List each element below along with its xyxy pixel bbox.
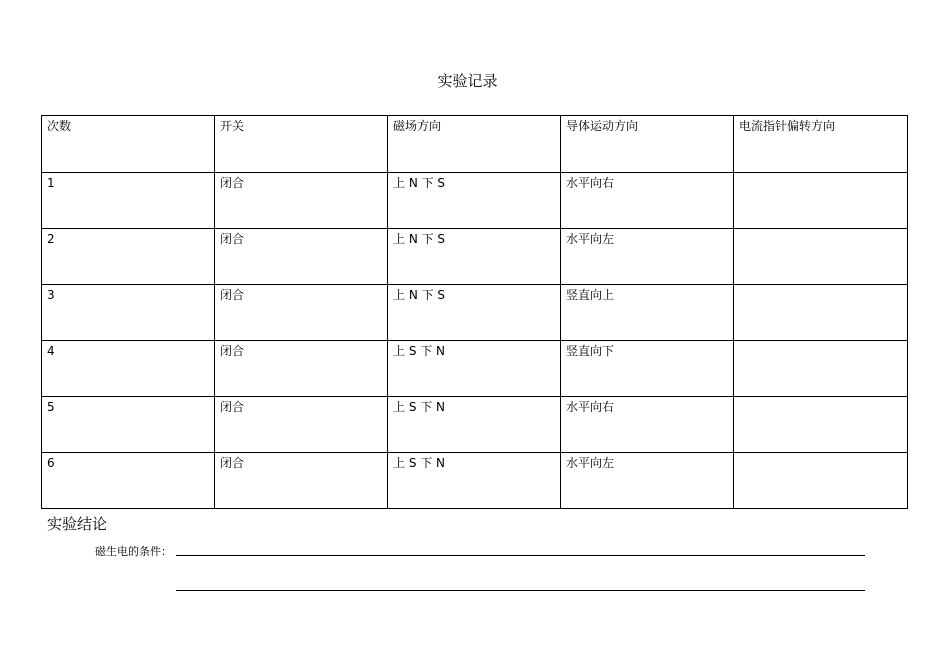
table-cell: 1 — [42, 173, 215, 229]
table-cell: 闭合 — [215, 229, 388, 285]
table-cell — [734, 341, 908, 397]
table-cell: 5 — [42, 397, 215, 453]
table-cell: 上 S 下 N — [388, 453, 561, 509]
table-cell: 闭合 — [215, 397, 388, 453]
table-cell: 2 — [42, 229, 215, 285]
header-cell: 电流指针偏转方向 — [734, 116, 908, 173]
table-cell: 闭合 — [215, 341, 388, 397]
table-cell: 水平向右 — [561, 397, 734, 453]
experiment-record-table — [41, 115, 908, 509]
table-cell: 水平向左 — [561, 453, 734, 509]
table-row — [42, 453, 908, 509]
table-cell — [734, 173, 908, 229]
table-row — [42, 285, 908, 341]
table-cell: 上 N 下 S — [388, 229, 561, 285]
table-cell: 竖直向上 — [561, 285, 734, 341]
table-cell: 3 — [42, 285, 215, 341]
table-cell: 上 N 下 S — [388, 285, 561, 341]
header-cell: 导体运动方向 — [561, 116, 734, 173]
table-row — [42, 341, 908, 397]
table-header-row — [42, 116, 908, 173]
table-cell — [734, 285, 908, 341]
table-row — [42, 397, 908, 453]
table-row — [42, 173, 908, 229]
table-cell — [734, 453, 908, 509]
table-cell: 闭合 — [215, 173, 388, 229]
table-cell — [734, 229, 908, 285]
page-title: 实验记录 — [437, 72, 498, 90]
table-cell: 4 — [42, 341, 215, 397]
table-cell: 上 N 下 S — [388, 173, 561, 229]
table-cell: 6 — [42, 453, 215, 509]
table-cell: 竖直向下 — [561, 341, 734, 397]
table-cell — [734, 397, 908, 453]
header-cell: 次数 — [42, 116, 215, 173]
table-row — [42, 229, 908, 285]
condition-label: 磁生电的条件： — [95, 545, 172, 558]
answer-line-2 — [176, 590, 865, 591]
table-cell: 上 S 下 N — [388, 397, 561, 453]
table-cell: 水平向左 — [561, 229, 734, 285]
table-cell: 水平向右 — [561, 173, 734, 229]
header-cell: 开关 — [215, 116, 388, 173]
conclusion-heading: 实验结论 — [47, 515, 108, 533]
table-cell: 闭合 — [215, 453, 388, 509]
table-cell: 上 S 下 N — [388, 341, 561, 397]
answer-line-1 — [176, 555, 865, 556]
table-cell: 闭合 — [215, 285, 388, 341]
header-cell: 磁场方向 — [388, 116, 561, 173]
